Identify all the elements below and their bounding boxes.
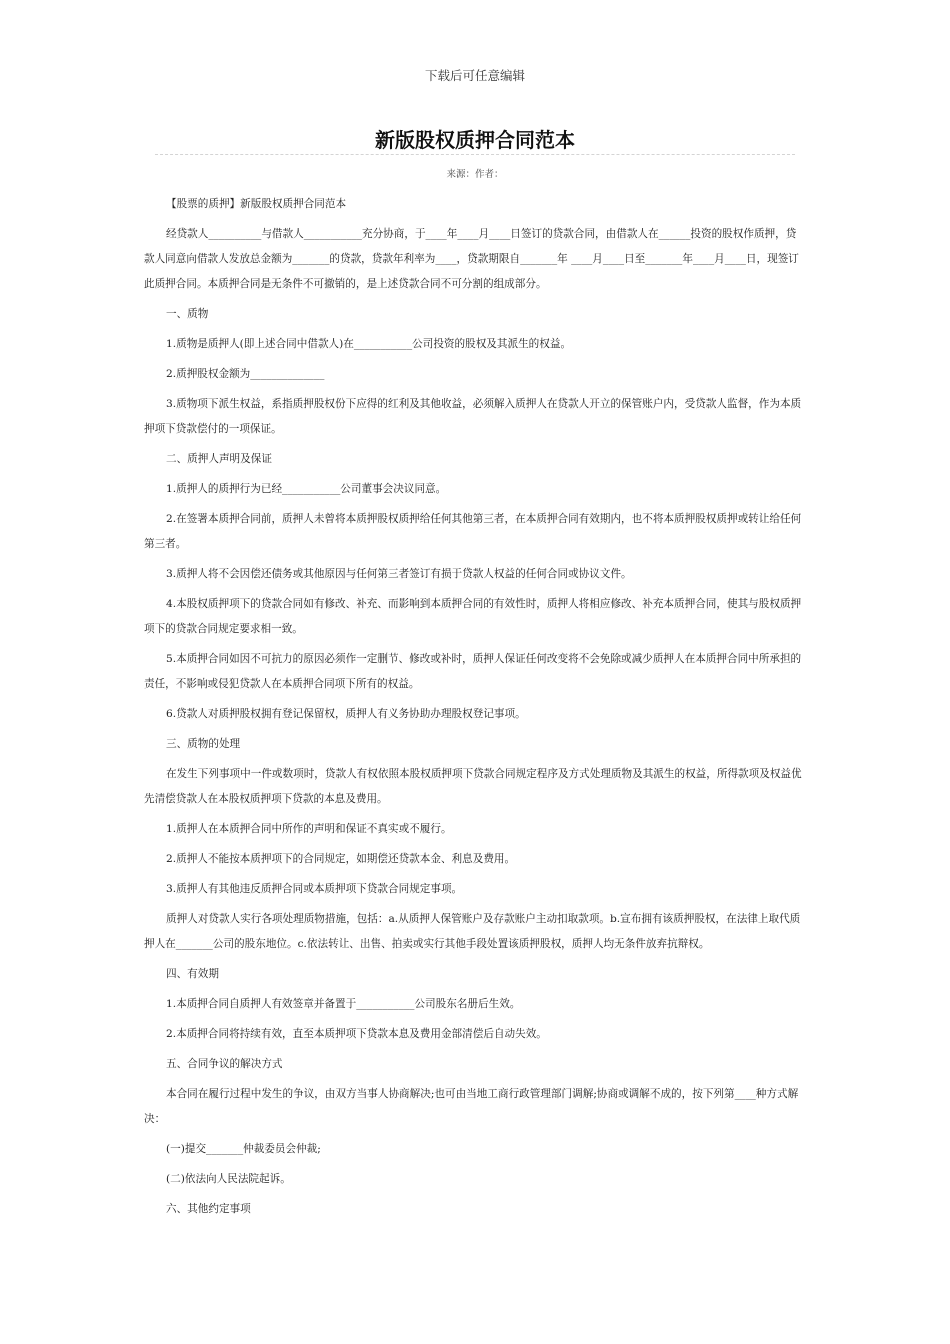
- intro-heading: 【股票的质押】新版股权质押合同范本: [166, 198, 347, 210]
- section-heading: 二、质押人声明及保证: [166, 453, 272, 465]
- clause-paragraph: 1.质押人的质押行为已经___________公司董事会决议同意。: [166, 483, 447, 495]
- clause-paragraph: (一)提交_______仲裁委员会仲裁;: [166, 1143, 321, 1155]
- header-note: 下载后可任意编辑: [424, 68, 525, 83]
- clause-paragraph: 6.贷款人对质押股权拥有登记保留权，质押人有义务协助办理股权登记事项。: [166, 708, 526, 720]
- preamble-paragraph: 经贷款人__________与借款人___________充分协商，于____年____月____日签订的贷款合同，由借款人在______投资的股权作质押，贷款人同意向借款人发放总金额为_______的贷款，贷款年利率为____，贷款期限自_______年 ____月____日至_______年____月____日，现签订此质押合同。本质押合同是无条件不可撤销的，是上述贷款合同不可分割的组成部分。: [144, 228, 799, 290]
- clause-paragraph: 在发生下列事项中一件或数项时，贷款人有权依照本股权质押项下贷款合同规定程序及方式处理质物及其派生的权益，所得款项及权益优先清偿贷款人在本股权质押项下贷款的本息及费用。: [144, 768, 802, 805]
- clause-paragraph: 5.本质押合同如因不可抗力的原因必须作一定删节、修改或补时，质押人保证任何改变将不会免除或减少质押人在本质押合同中所承担的责任，不影响或侵犯贷款人在本质押合同项下所有的权益。: [144, 653, 802, 690]
- clause-paragraph: 质押人对贷款人实行各项处理质物措施，包括：a.从质押人保管账户及存款账户主动扣取款项。b.宣布拥有该质押股权，在法律上取代质押人在_______公司的股东地位。c.依法转让、出售、拍卖或实行其他手段处置该质押股权，质押人均无条件放弃抗辩权。: [144, 913, 801, 950]
- title-divider: [155, 154, 795, 155]
- clause-paragraph: 2.本质押合同将持续有效，直至本质押项下贷款本息及费用金部清偿后自动失效。: [166, 1028, 547, 1040]
- source-line: 来源：作者：: [446, 169, 504, 180]
- clause-paragraph: 2.质押人不能按本质押项下的合同规定，如期偿还贷款本金、利息及费用。: [166, 853, 516, 865]
- clause-paragraph: 3.质押人有其他违反质押合同或本质押项下贷款合同规定事项。: [166, 883, 463, 895]
- clause-paragraph: 2.质押股权金额为______________: [166, 368, 325, 380]
- document-title: 新版股权质押合同范本: [375, 128, 575, 152]
- section-heading: 一、质物: [166, 308, 209, 320]
- section-heading: 五、合同争议的解决方式: [166, 1058, 283, 1070]
- clause-paragraph: 本合同在履行过程中发生的争议，由双方当事人协商解决;也可由当地工商行政管理部门调解;协商或调解不成的，按下列第____种方式解决：: [144, 1088, 799, 1125]
- clause-paragraph: 1.本质押合同自质押人有效签章并备置于___________公司股东名册后生效。: [166, 998, 521, 1010]
- clause-paragraph: 3.质押人将不会因偿还债务或其他原因与任何第三者签订有损于贷款人权益的任何合同或协议文件。: [166, 568, 632, 580]
- section-heading: 六、其他约定事项: [166, 1203, 251, 1215]
- clause-paragraph: 4.本股权质押项下的贷款合同如有修改、补充、而影响到本质押合同的有效性时，质押人将相应修改、补充本质押合同，使其与股权质押项下的贷款合同规定要求相一致。: [144, 598, 802, 635]
- document-body: [144, 192, 804, 1227]
- clause-paragraph: 1.质押人在本质押合同中所作的声明和保证不真实或不履行。: [166, 823, 452, 835]
- clause-paragraph: (二)依法向人民法院起诉。: [166, 1173, 291, 1185]
- clause-paragraph: 3.质物项下派生权益，系指质押股权份下应得的红利及其他收益，必须解入质押人在贷款人开立的保管账户内，受贷款人监督，作为本质押项下贷款偿付的一项保证。: [144, 398, 802, 435]
- clause-paragraph: 1.质物是质押人(即上述合同中借款人)在___________公司投资的股权及其派生的权益。: [166, 338, 572, 350]
- clause-paragraph: 2.在签署本质押合同前，质押人未曾将本质押股权质押给任何其他第三者，在本质押合同有效期内，也不将本质押股权质押或转让给任何第三者。: [144, 513, 802, 550]
- section-heading: 三、质物的处理: [166, 738, 241, 750]
- section-heading: 四、有效期: [166, 968, 219, 980]
